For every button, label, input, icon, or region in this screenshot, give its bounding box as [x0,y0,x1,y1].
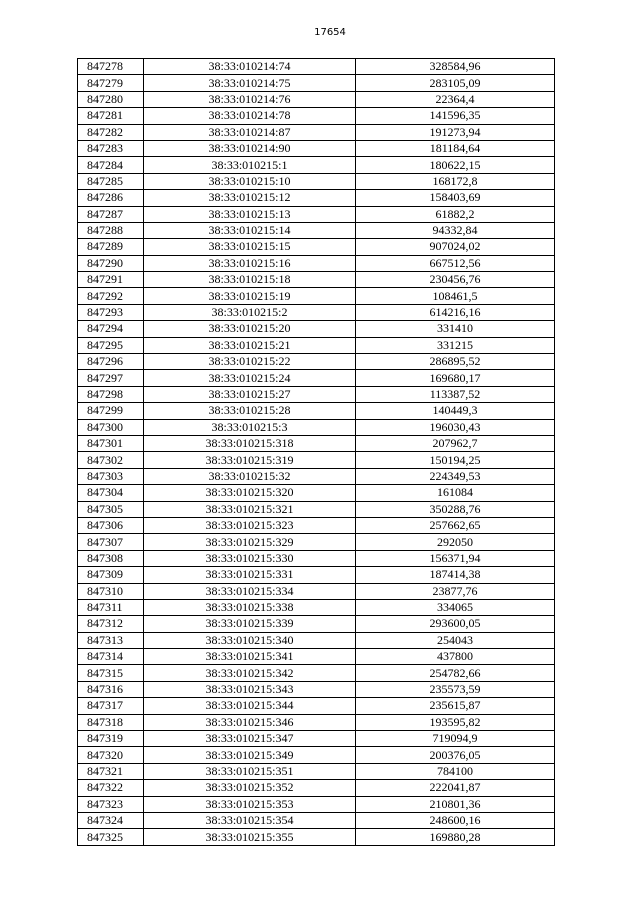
table-row [78,812,555,828]
cadastral-number-cell: 38:33:010215:330 [144,550,356,566]
row-number-cell: 847292 [78,288,144,304]
cadastral-number-cell: 38:33:010215:12 [144,190,356,206]
cadastral-value-cell: 187414,38 [356,567,555,583]
table-row [78,272,555,288]
cadastral-value-cell: 161084 [356,485,555,501]
cadastral-number-cell: 38:33:010215:16 [144,255,356,271]
cadastral-number-cell: 38:33:010215:22 [144,354,356,370]
cadastral-value-cell: 328584,96 [356,59,555,75]
table-row [78,386,555,402]
row-number-cell: 847279 [78,75,144,91]
cadastral-number-cell: 38:33:010215:32 [144,468,356,484]
table-row [78,632,555,648]
row-number-cell: 847323 [78,796,144,812]
table-row [78,206,555,222]
cadastral-number-cell: 38:33:010215:320 [144,485,356,501]
cadastral-value-cell: 667512,56 [356,255,555,271]
table-row [78,829,555,845]
cadastral-number-cell: 38:33:010215:342 [144,665,356,681]
row-number-cell: 847289 [78,239,144,255]
cadastral-value-cell: 94332,84 [356,222,555,238]
cadastral-number-cell: 38:33:010215:28 [144,403,356,419]
table-row [78,780,555,796]
cadastral-value-cell: 230456,76 [356,272,555,288]
table-row [78,321,555,337]
row-number-cell: 847322 [78,780,144,796]
table-row [78,485,555,501]
cadastral-value-table [77,58,555,846]
row-number-cell: 847297 [78,370,144,386]
cadastral-value-cell: 254782,66 [356,665,555,681]
table-row [78,157,555,173]
row-number-cell: 847302 [78,452,144,468]
cadastral-value-cell: 61882,2 [356,206,555,222]
row-number-cell: 847312 [78,616,144,632]
table-row [78,501,555,517]
table-row [78,649,555,665]
cadastral-number-cell: 38:33:010215:18 [144,272,356,288]
row-number-cell: 847288 [78,222,144,238]
table-row [78,288,555,304]
table-body [78,59,555,846]
cadastral-value-cell: 283105,09 [356,75,555,91]
row-number-cell: 847299 [78,403,144,419]
row-number-cell: 847286 [78,190,144,206]
table-row [78,255,555,271]
cadastral-number-cell: 38:33:010214:90 [144,140,356,156]
cadastral-value-cell: 207962,7 [356,435,555,451]
cadastral-value-cell: 196030,43 [356,419,555,435]
row-number-cell: 847282 [78,124,144,140]
cadastral-number-cell: 38:33:010215:352 [144,780,356,796]
table-row [78,239,555,255]
row-number-cell: 847285 [78,173,144,189]
cadastral-value-cell: 331215 [356,337,555,353]
cadastral-number-cell: 38:33:010215:341 [144,649,356,665]
cadastral-value-cell: 181184,64 [356,140,555,156]
cadastral-number-cell: 38:33:010215:331 [144,567,356,583]
row-number-cell: 847310 [78,583,144,599]
cadastral-number-cell: 38:33:010215:318 [144,435,356,451]
row-number-cell: 847283 [78,140,144,156]
table-row [78,665,555,681]
row-number-cell: 847305 [78,501,144,517]
row-number-cell: 847296 [78,354,144,370]
cadastral-number-cell: 38:33:010214:75 [144,75,356,91]
table-row [78,714,555,730]
cadastral-number-cell: 38:33:010215:343 [144,681,356,697]
row-number-cell: 847319 [78,731,144,747]
cadastral-number-cell: 38:33:010215:1 [144,157,356,173]
cadastral-value-cell: 141596,35 [356,108,555,124]
table-row [78,698,555,714]
cadastral-value-cell: 200376,05 [356,747,555,763]
cadastral-value-cell: 331410 [356,321,555,337]
cadastral-value-cell: 168172,8 [356,173,555,189]
cadastral-value-cell: 350288,76 [356,501,555,517]
table-row [78,599,555,615]
cadastral-value-cell: 22364,4 [356,91,555,107]
cadastral-number-cell: 38:33:010215:10 [144,173,356,189]
row-number-cell: 847280 [78,91,144,107]
row-number-cell: 847320 [78,747,144,763]
row-number-cell: 847311 [78,599,144,615]
row-number-cell: 847304 [78,485,144,501]
table-row [78,173,555,189]
table-row [78,550,555,566]
cadastral-value-cell: 150194,25 [356,452,555,468]
cadastral-value-cell: 210801,36 [356,796,555,812]
row-number-cell: 847315 [78,665,144,681]
table-row [78,59,555,75]
table-row [78,681,555,697]
row-number-cell: 847316 [78,681,144,697]
table-row [78,452,555,468]
table-row [78,91,555,107]
cadastral-value-cell: 235615,87 [356,698,555,714]
cadastral-value-cell: 254043 [356,632,555,648]
row-number-cell: 847281 [78,108,144,124]
cadastral-value-cell: 907024,02 [356,239,555,255]
table-row [78,468,555,484]
row-number-cell: 847324 [78,812,144,828]
cadastral-number-cell: 38:33:010214:76 [144,91,356,107]
cadastral-number-cell: 38:33:010214:87 [144,124,356,140]
cadastral-number-cell: 38:33:010214:74 [144,59,356,75]
cadastral-number-cell: 38:33:010215:339 [144,616,356,632]
row-number-cell: 847303 [78,468,144,484]
cadastral-value-cell: 248600,16 [356,812,555,828]
cadastral-number-cell: 38:33:010215:14 [144,222,356,238]
cadastral-number-cell: 38:33:010215:20 [144,321,356,337]
cadastral-number-cell: 38:33:010215:344 [144,698,356,714]
cadastral-value-cell: 293600,05 [356,616,555,632]
cadastral-number-cell: 38:33:010215:346 [144,714,356,730]
cadastral-value-cell: 156371,94 [356,550,555,566]
row-number-cell: 847300 [78,419,144,435]
cadastral-number-cell: 38:33:010215:351 [144,763,356,779]
cadastral-value-cell: 23877,76 [356,583,555,599]
row-number-cell: 847314 [78,649,144,665]
row-number-cell: 847313 [78,632,144,648]
cadastral-number-cell: 38:33:010215:340 [144,632,356,648]
row-number-cell: 847295 [78,337,144,353]
row-number-cell: 847294 [78,321,144,337]
cadastral-number-cell: 38:33:010215:355 [144,829,356,845]
cadastral-number-cell: 38:33:010215:13 [144,206,356,222]
cadastral-number-cell: 38:33:010215:329 [144,534,356,550]
cadastral-number-cell: 38:33:010215:24 [144,370,356,386]
table-row [78,796,555,812]
cadastral-value-cell: 191273,94 [356,124,555,140]
cadastral-value-cell: 169680,17 [356,370,555,386]
cadastral-value-cell: 437800 [356,649,555,665]
table-row [78,222,555,238]
cadastral-number-cell: 38:33:010215:19 [144,288,356,304]
table-row [78,419,555,435]
cadastral-number-cell: 38:33:010215:347 [144,731,356,747]
row-number-cell: 847290 [78,255,144,271]
row-number-cell: 847317 [78,698,144,714]
cadastral-value-cell: 113387,52 [356,386,555,402]
cadastral-value-cell: 235573,59 [356,681,555,697]
table-row [78,731,555,747]
row-number-cell: 847306 [78,517,144,533]
table-row [78,370,555,386]
table-row [78,354,555,370]
row-number-cell: 847291 [78,272,144,288]
cadastral-value-cell: 292050 [356,534,555,550]
row-number-cell: 847284 [78,157,144,173]
table-row [78,616,555,632]
cadastral-value-cell: 169880,28 [356,829,555,845]
cadastral-number-cell: 38:33:010215:3 [144,419,356,435]
table-row [78,140,555,156]
row-number-cell: 847307 [78,534,144,550]
row-number-cell: 847325 [78,829,144,845]
row-number-cell: 847318 [78,714,144,730]
cadastral-value-cell: 108461,5 [356,288,555,304]
cadastral-value-cell: 257662,65 [356,517,555,533]
table-row [78,435,555,451]
cadastral-number-cell: 38:33:010215:15 [144,239,356,255]
page-number: 17654 [314,27,346,38]
cadastral-value-cell: 719094,9 [356,731,555,747]
cadastral-value-cell: 224349,53 [356,468,555,484]
table-row [78,567,555,583]
cadastral-number-cell: 38:33:010215:353 [144,796,356,812]
cadastral-value-cell: 334065 [356,599,555,615]
cadastral-value-cell: 286895,52 [356,354,555,370]
cadastral-value-cell: 222041,87 [356,780,555,796]
row-number-cell: 847298 [78,386,144,402]
cadastral-number-cell: 38:33:010215:323 [144,517,356,533]
cadastral-value-cell: 158403,69 [356,190,555,206]
row-number-cell: 847321 [78,763,144,779]
row-number-cell: 847278 [78,59,144,75]
row-number-cell: 847301 [78,435,144,451]
table-row [78,747,555,763]
cadastral-number-cell: 38:33:010215:2 [144,304,356,320]
table-row [78,190,555,206]
cadastral-value-cell: 180622,15 [356,157,555,173]
table-row [78,337,555,353]
cadastral-number-cell: 38:33:010214:78 [144,108,356,124]
row-number-cell: 847293 [78,304,144,320]
table-row [78,124,555,140]
table-row [78,403,555,419]
table-row [78,534,555,550]
table-row [78,108,555,124]
row-number-cell: 847309 [78,567,144,583]
cadastral-number-cell: 38:33:010215:338 [144,599,356,615]
table-row [78,304,555,320]
cadastral-number-cell: 38:33:010215:27 [144,386,356,402]
cadastral-value-cell: 140449,3 [356,403,555,419]
table-row [78,517,555,533]
cadastral-number-cell: 38:33:010215:321 [144,501,356,517]
cadastral-number-cell: 38:33:010215:354 [144,812,356,828]
cadastral-number-cell: 38:33:010215:349 [144,747,356,763]
cadastral-value-cell: 193595,82 [356,714,555,730]
cadastral-number-cell: 38:33:010215:334 [144,583,356,599]
table-row [78,75,555,91]
table-row [78,763,555,779]
cadastral-value-cell: 614216,16 [356,304,555,320]
row-number-cell: 847308 [78,550,144,566]
row-number-cell: 847287 [78,206,144,222]
cadastral-number-cell: 38:33:010215:21 [144,337,356,353]
cadastral-number-cell: 38:33:010215:319 [144,452,356,468]
table-row [78,583,555,599]
cadastral-value-cell: 784100 [356,763,555,779]
